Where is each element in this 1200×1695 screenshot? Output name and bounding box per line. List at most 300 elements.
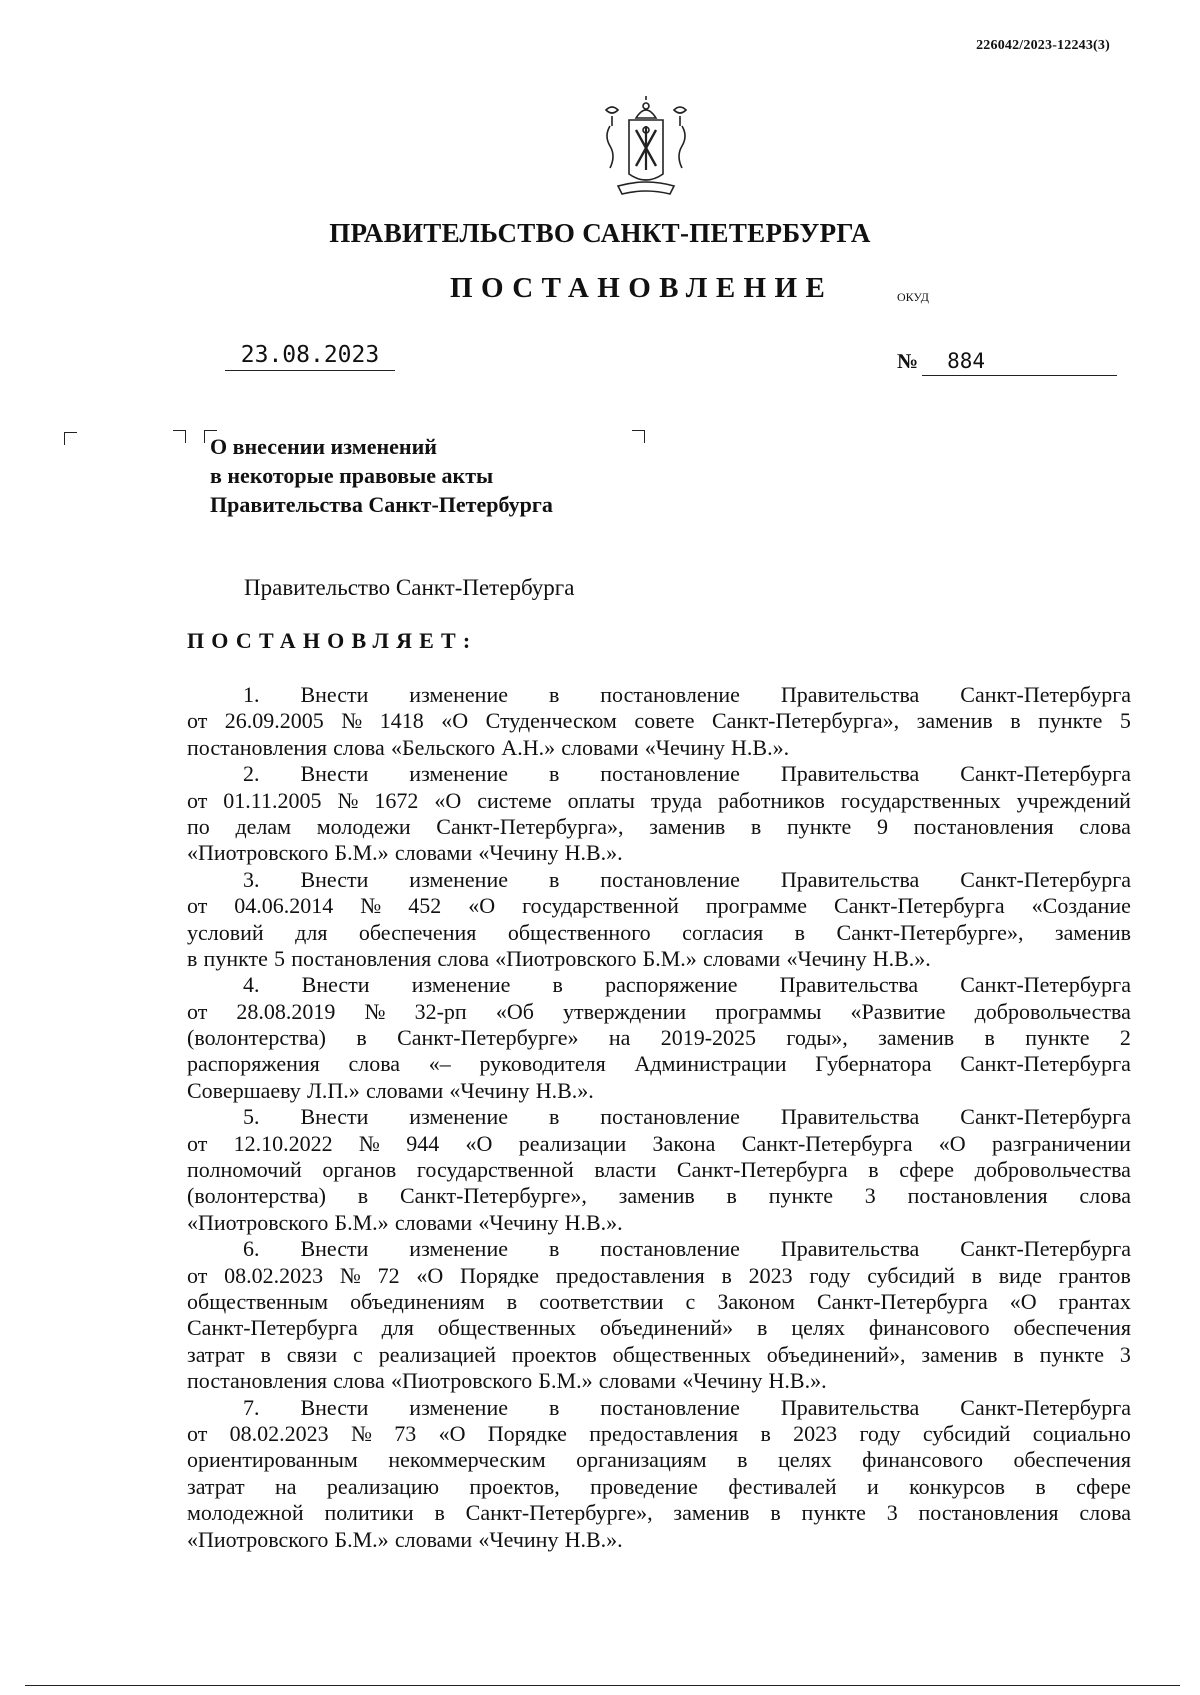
item-word: обеспечения [358,919,477,945]
item-word: в [356,1025,367,1051]
item-word: № [341,708,363,734]
item-word: молодежной [187,1500,304,1526]
item-word: изменение [409,1394,508,1420]
item-word: слова [333,734,385,760]
resolution-item [187,1104,1131,1236]
item-word: Внести [300,1104,369,1130]
item-word: пункте [768,1183,834,1209]
document-type: ПОСТАНОВЛЕНИЕ [450,272,834,304]
item-word: Б.М.» [538,1368,593,1394]
item-word: сфере [899,1157,955,1183]
item-word: № [364,998,386,1024]
item-word: Санкт-Петербурга [960,1236,1131,1262]
item-line [187,1104,1131,1130]
item-word: изменение [409,866,508,892]
item-word: «Бельского [390,734,496,760]
item-line [187,1289,1131,1315]
item-word: реализации [518,1130,627,1156]
item-word: № [360,893,382,919]
item-word: 5. [243,1104,260,1130]
item-word: программы [715,998,822,1024]
item-word: сфере [1076,1473,1131,1499]
document-id: 226042/2023-12243(3) [976,38,1110,53]
item-word: Законом [717,1288,795,1314]
item-line [187,1395,1131,1421]
item-line [187,735,1131,761]
item-word: году [809,1262,851,1288]
resolution-item [187,1236,1131,1394]
item-word: Н.В.». [872,945,931,971]
item-word: затрат [187,1341,245,1367]
item-word: в [760,1420,771,1446]
government-title: ПРАВИТЕЛЬСТВО САНКТ-ПЕТЕРБУРГА [329,218,871,248]
item-word: Санкт-Петербурге», [465,1500,653,1526]
item-word: 4. [243,972,260,998]
corner-mark-mid [173,430,186,443]
item-word: работников [718,787,825,813]
item-word: в [721,1262,732,1288]
item-word: Закона [652,1130,716,1156]
subject-line: Правительства Санкт-Петербурга [210,492,553,517]
item-word: в [548,761,560,787]
item-word: Н.В.». [564,840,623,866]
item-word: 73 [394,1420,417,1446]
item-word: постановление [600,682,740,707]
item-word: в [548,866,560,892]
item-word: проектов, [469,1473,560,1499]
item-word: «О [468,893,496,919]
item-word: в [757,1315,768,1341]
item-word: государственной [522,893,679,919]
item-word: Правительства [780,866,920,892]
item-word: объединений» [599,1315,734,1341]
item-word: разграничении [991,1130,1131,1156]
preamble: Правительство Санкт-Петербурга [244,575,575,600]
item-line [187,1131,1131,1157]
item-word: целях [791,1315,845,1341]
resolution-item [187,682,1131,761]
item-line [187,1210,1131,1236]
item-word: Студенческом [485,708,617,734]
item-word: общественного [507,919,651,945]
item-line [187,761,1131,787]
item-word: постановления [907,1183,1048,1209]
item-word: Б.М.» [334,1526,389,1552]
item-word: Внести [300,682,369,707]
item-line [187,1183,1131,1209]
item-word: «О [465,1130,493,1156]
item-word: обеспечения [1013,1315,1131,1341]
item-word: постановление [600,1104,740,1130]
item-word: заменив [618,1183,695,1209]
item-word: целях [778,1447,832,1473]
item-word: № [339,1262,361,1288]
item-word: постановление [600,1394,740,1420]
item-word: от [187,787,208,813]
item-word: 1. [243,682,260,707]
item-line [187,893,1131,919]
item-word: в [971,1262,982,1288]
item-word: Санкт-Петербурга [960,972,1131,998]
item-word: «Чечину [478,1526,559,1552]
item-word: добровольчества [974,998,1131,1024]
item-word: 452 [408,893,442,919]
item-word: слова [348,1051,401,1077]
item-word: изменение [409,1236,508,1262]
item-word: фестивалей [728,1473,837,1499]
resolution-items [187,682,1131,1553]
number-sign: № [897,349,919,373]
item-word: словами [394,840,473,866]
item-word: 08.02.2023 [224,1262,324,1288]
item-word: «Развитие [850,998,946,1024]
item-word: общественных [612,1341,751,1367]
item-word: слова [1079,1183,1131,1209]
item-word: социально [1032,1420,1131,1446]
item-word: Н.В.». [535,1077,594,1103]
item-word: на [608,1025,631,1051]
item-word: пункте [203,945,268,971]
item-word: распоряжение [605,972,738,998]
item-line [187,1421,1131,1447]
item-word: «О [441,708,469,734]
item-word: «Чечину [478,1209,559,1235]
item-word: и [866,1473,879,1499]
item-word: руководителя [479,1051,606,1077]
item-word: пункте [1039,1341,1104,1367]
resolution-item [187,972,1131,1104]
item-word: 2023 [793,1420,838,1446]
subject-line: в некоторые правовые акты [210,463,494,488]
item-word: 3 [864,1183,876,1209]
item-word: «– [428,1051,451,1077]
item-line [187,788,1131,814]
item-word: словами [598,1368,677,1394]
item-word: «Чечину [644,734,725,760]
item-word: полномочий [187,1157,302,1183]
item-word: условий [187,919,264,945]
item-word: пункте [1038,708,1103,734]
item-word: объединениям [350,1288,485,1314]
item-word: Санкт-Петербурга [960,1051,1131,1077]
item-word: № [337,787,359,813]
item-word: «О [438,1420,466,1446]
corner-mark-left [64,432,77,445]
item-word: государственной [416,1157,574,1183]
item-word: грантов [1058,1262,1131,1288]
item-word: изменение [409,761,508,787]
item-word: труда [650,787,703,813]
item-line [187,946,1131,972]
item-word: государственных [840,787,1001,813]
item-word: заменив [921,1341,998,1367]
item-word: пункте [786,813,852,839]
item-word: в [1013,1341,1024,1367]
item-word: совете [634,708,695,734]
item-word: 3. [243,866,260,892]
item-word: в [1010,708,1021,734]
item-word: году [859,1420,901,1446]
item-word: распоряжения [187,1051,320,1077]
item-word: 2019-2025 [660,1025,757,1051]
item-line [187,1315,1131,1341]
item-word: 3 [1119,1341,1131,1367]
item-word: пункте [801,1500,866,1526]
item-line [187,1051,1131,1077]
item-word: 04.06.2014 [234,893,334,919]
item-word: 9 [876,813,888,839]
item-word: обеспечения [1013,1447,1131,1473]
item-word: заменив [878,1025,955,1051]
item-word: заменив [649,813,726,839]
item-word: словами [561,734,639,760]
item-word: в [506,1288,518,1314]
item-word: от [187,893,208,919]
item-word: Санкт-Петербурга [187,1315,358,1341]
item-word: 6. [243,1236,260,1262]
item-word: Н.В.». [564,1526,623,1552]
item-word: 32-рп [414,998,467,1024]
item-word: Л.П.» [306,1077,360,1103]
item-word: в [984,1025,995,1051]
item-word: словами [394,1526,473,1552]
item-word: конкурсов [909,1473,1005,1499]
item-word: в [548,1104,560,1130]
item-word: с [685,1288,696,1314]
item-word: от [187,998,208,1024]
item-word: «О [434,787,462,813]
document-date-field [225,342,395,371]
item-word: общественным [187,1288,329,1314]
item-line [187,1236,1131,1262]
item-word: 2023 [748,1262,793,1288]
item-word: добровольчества [974,1157,1131,1183]
item-line [187,920,1131,946]
item-word: проектов [511,1341,597,1367]
item-line [187,814,1131,840]
item-word: № [358,1130,380,1156]
item-word: ориентированным [187,1447,358,1473]
item-word: связи [286,1341,338,1367]
item-word: Администрации [634,1051,787,1077]
item-line [187,840,1131,866]
item-word: в [552,972,563,998]
item-word: 5 [1119,708,1131,734]
item-line [187,1263,1131,1289]
item-word: 2. [243,761,260,787]
item-word: Санкт-Петербурге», [836,919,1024,945]
item-word: Санкт-Петербурга [833,893,1005,919]
item-word: в [434,1500,445,1526]
document-number: 884 [922,349,1117,376]
item-word: «Чечину [449,1077,530,1103]
item-word: 7. [243,1394,260,1420]
item-word: в [868,1157,879,1183]
item-word: политики [324,1500,414,1526]
item-line [187,1368,1131,1394]
okud-label: ОКУД [897,290,929,304]
item-word: в [750,813,762,839]
item-word: Совершаеву [187,1077,301,1103]
item-word: реализацией [378,1341,496,1367]
item-line [187,999,1131,1025]
item-word: Внести [300,1236,369,1262]
item-word: с [353,1341,363,1367]
item-word: 1418 [379,708,424,734]
item-word: Санкт-Петербурга [676,1157,848,1183]
item-line [187,682,1131,708]
item-word: «Чечину [478,840,559,866]
item-word: Б.М.» [642,945,697,971]
item-word: 01.11.2005 [223,787,322,813]
item-word: изменение [409,1104,508,1130]
document-subject [210,432,553,519]
item-word: виде [998,1262,1042,1288]
item-word: предоставления [589,1420,739,1446]
item-word: от [187,708,208,734]
item-word: Н.В.». [731,734,790,760]
item-word: «Пиотровского [187,1209,329,1235]
item-word: Санкт-Петербурге» [397,1025,579,1051]
item-word: программе [705,893,807,919]
item-word: Санкт-Петербурга [960,866,1131,892]
item-line [187,1157,1131,1183]
item-line [187,867,1131,893]
resolution-item [187,867,1131,973]
item-word: власти [594,1157,657,1183]
item-word: Правительства [780,1236,920,1262]
item-word: постановление [600,866,740,892]
item-word: на [274,1473,297,1499]
item-word: молодежи [316,813,411,839]
footer-rule [25,1685,1180,1686]
item-word: в [737,1447,748,1473]
item-word: 2 [1119,1025,1131,1051]
item-word: в [770,1500,781,1526]
item-word: соответствии [539,1288,664,1314]
resolves-heading: ПОСТАНОВЛЯЕТ: [187,628,478,653]
item-word: изменение [411,972,511,998]
item-word: Н.В.». [768,1368,827,1394]
item-word: реализацию [326,1473,440,1499]
item-word: финансового [862,1447,983,1473]
item-word: изменение [409,682,508,707]
item-word: постановления [187,1368,328,1394]
item-word: Правительства [779,972,919,998]
item-word: 5 [274,945,286,971]
item-word: «Об [495,998,534,1024]
item-word: годы», [786,1025,848,1051]
item-word: органов [322,1157,397,1183]
item-word: Внести [300,866,369,892]
item-word: Н.В.». [564,1209,623,1235]
item-word: Санкт-Петербурга [960,1394,1131,1420]
item-word: некоммерческим [388,1447,546,1473]
document-number-field [897,349,1117,376]
item-word: 12.10.2022 [233,1130,333,1156]
item-word: словами [394,1209,473,1235]
item-word: финансового [868,1315,990,1341]
resolution-item [187,761,1131,867]
corner-mark-right [632,430,645,443]
item-line [187,972,1131,998]
item-word: субсидий [867,1262,955,1288]
item-word: слова [1079,813,1131,839]
item-word: от [187,1130,208,1156]
item-word: согласия [682,919,764,945]
item-word: в [794,919,806,945]
item-word: для [381,1315,414,1341]
item-word: № [350,1420,372,1446]
item-word: Правительства [780,1394,920,1420]
item-word: Внести [300,1394,369,1420]
item-word: словами [702,945,781,971]
document-date: 23.08.2023 [240,342,380,368]
item-word: организациям [576,1447,707,1473]
item-word: заменив [673,1500,750,1526]
item-word: Внести [300,761,369,787]
item-word: А.Н.» [501,734,556,760]
item-word: «Пиотровского [187,1526,329,1552]
item-word: постановления [291,945,432,971]
item-word: Правительства [780,1104,920,1130]
item-word: Санкт-Петербурга [960,1104,1131,1130]
item-word: учреждений [1016,787,1131,813]
item-word: постановления [918,1500,1059,1526]
item-word: «Пиотровского [390,1368,533,1394]
item-word: объединений», [766,1341,906,1367]
item-line [187,708,1131,734]
item-word: слова [1079,1500,1131,1526]
item-word: заменив [916,708,993,734]
item-word: Санкт-Петербурге», [399,1183,587,1209]
item-word: постановления [913,813,1054,839]
item-word: слова [333,1368,385,1394]
item-word: слова [437,945,489,971]
item-word: 08.02.2023 [229,1420,329,1446]
item-word: (волонтерства) [187,1025,326,1051]
item-line [187,1342,1131,1368]
item-word: грантах [1058,1288,1131,1314]
item-word: Правительства [780,682,920,707]
item-word: 3 [886,1500,898,1526]
item-word: словами [365,1077,444,1103]
item-word: системе [477,787,552,813]
item-word: Санкт-Петербурга [741,1130,913,1156]
item-word: Санкт-Петербурга [960,761,1131,787]
subject-line: О внесении изменений [210,434,437,459]
item-word: в [548,682,560,707]
item-word: «Пиотровского [187,840,329,866]
item-word: субсидий [922,1420,1011,1446]
item-word: «Пиотровского [495,945,637,971]
item-word: Порядке [487,1420,567,1446]
item-word: постановления [187,734,328,760]
item-word: заменив [1054,919,1131,945]
item-word: Б.М.» [334,1209,389,1235]
item-word: постановление [600,1236,740,1262]
resolution-item [187,1395,1131,1553]
item-word: по [187,813,210,839]
item-word: «О [938,1130,966,1156]
item-word: проведение [590,1473,698,1499]
item-word: 944 [406,1130,440,1156]
item-word: Санкт-Петербурга», [711,708,900,734]
item-word: Внести [301,972,370,998]
item-word: в [548,1236,560,1262]
item-word: постановление [600,761,740,787]
item-word: оплаты [567,787,635,813]
